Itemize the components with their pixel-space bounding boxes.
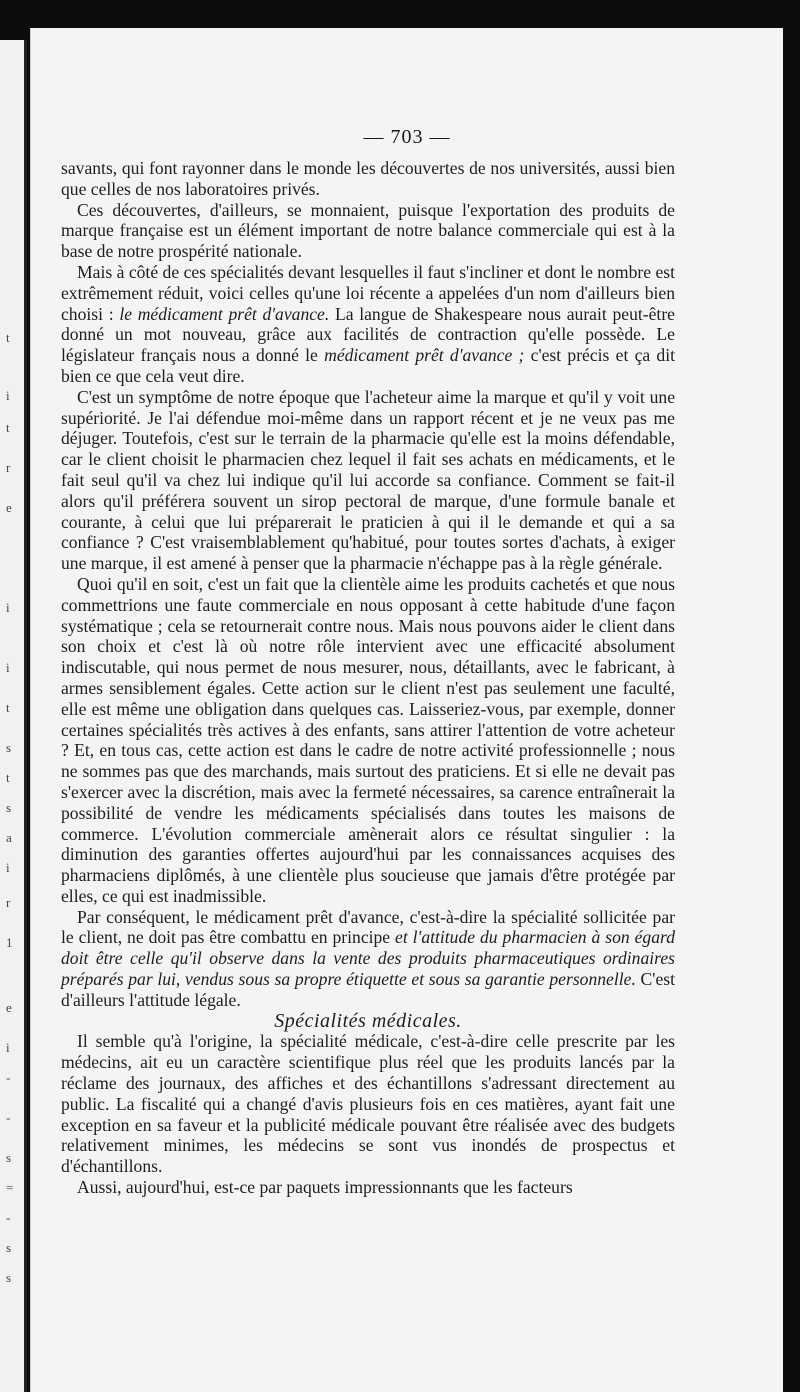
facing-page-char: - xyxy=(6,1070,11,1085)
text-run: Mais à côté de ces spécialités devant lesquelles il faut s'incliner et dont le nombre est extrêmement réduit, voici celles qu'une loi récente a appelées d'un nom d'ailleurs bien choisi : xyxy=(61,261,675,324)
facing-page-char: t xyxy=(6,330,10,345)
facing-page-char: - xyxy=(6,1210,11,1225)
facing-page-char: r xyxy=(6,460,11,475)
paragraph xyxy=(61,907,675,1011)
facing-page-char: - xyxy=(6,1110,11,1125)
text-run: Quoi qu'il en soit, c'est un fait que la clientèle aime les produits cachetés et que nous commettrions une faute commerciale en nous opposant à cette habitude d'une façon systématique ; cela se retournerait contre nous. Mais nous pouvons aider le client dans son choix et c'est là où notre rôle intervient avec une efficacité absolument indiscutable, qui nous permet de nous mesurer, nous, détaillants, avec le fabricant, à armes sensiblement égales. Cette action sur le client n'est pas seulement une faculté, elle est même une obligation dans quelques cas. Laisseriez-vous, par exemple, donner certaines spécialités très actives à des enfants, sans attirer l'attention de votre acheteur ? Et, en tous cas, cette action est dans le cadre de notre activité professionnelle ; nous ne sommes pas que des marchands, mais surtout des praticiens. Et si elle ne devait pas s'exercer avec la discrétion, mais avec la fermeté nécessaires, sa carence entraînerait la possibilité de vendre les médicaments spécialisés dans toutes les maisons de commerce. L'évolution commerciale amènerait alors ce résultat singulier : la diminution des garanties offertes aujourd'hui par les connaissances acquises des pharmaciens diplômés, à une clientèle plus soucieuse que jamais d'être protégée par elles, ce qui est inadmissible. xyxy=(61,573,675,906)
facing-page-char: s xyxy=(6,800,12,815)
text-run: c'est précis et ça dit bien ce que cela veut dire. xyxy=(61,345,675,386)
italic-text: médicament prêt d'avance ; xyxy=(324,345,525,366)
facing-page-char: s xyxy=(6,1150,12,1165)
paragraph xyxy=(61,574,675,907)
facing-page-char: s xyxy=(6,740,12,755)
document-page xyxy=(30,28,783,1392)
text-run: Par conséquent, le médicament prêt d'avance, c'est-à-dire la spécialité sollicitée par le client, ne doit pas être combattu en principe xyxy=(61,906,675,948)
paragraph xyxy=(61,158,675,200)
paragraph xyxy=(61,387,675,574)
text-run: Aussi, aujourd'hui, est-ce par paquets impressionnants que les facteurs xyxy=(77,1177,573,1198)
page-number: — 703 — xyxy=(363,126,451,148)
facing-page-char: s xyxy=(6,1270,12,1285)
facing-page-char: i xyxy=(6,600,10,615)
facing-page-char: t xyxy=(6,770,10,785)
facing-page-char: 1 xyxy=(6,935,13,950)
facing-page-char: a xyxy=(6,830,12,845)
paragraph xyxy=(61,1177,675,1198)
text-run: Ces découvertes, d'ailleurs, se monnaient, puisque l'exportation des produits de marque française est un élément important de notre balance commerciale qui est à la base de notre prospérité nationale. xyxy=(61,199,675,262)
facing-page-char: i xyxy=(6,860,10,875)
facing-page-char: r xyxy=(6,895,11,910)
facing-page-char: i xyxy=(6,388,10,403)
facing-page-edge xyxy=(0,40,27,1392)
paragraph xyxy=(61,200,675,262)
italic-text: le médicament prêt d'avance. xyxy=(119,303,330,324)
text-run: savants, qui font rayonner dans le monde les découvertes de nos universités, aussi bien que celles de nos laboratoires privés. xyxy=(61,158,675,199)
text-run: C'est un symptôme de notre époque que l'acheteur aime la marque et qu'il y voit une supériorité. Je l'ai défendue moi-même dans un rapport récent et je ne veux pas me déjuger. Toutefois, c'est sur le terrain de la pharmacie qu'elle est la moins défendable, car le client choisit le pharmacien chez lequel il fait ses achats en médicaments, et le fait seul qu'il va chez lui indique qu'il lui accorde sa confiance. Comment se fait-il alors qu'il préférera souvent un sirop pectoral de marque, d'une formule banale et courante, à celui que lui préparerait le praticien à qui il le demande et qui a sa confiance ? C'est vraisemblablement qu'habitué, pour toutes sortes d'achats, à exiger une marque, il est amené à penser que la pharmacie n'échappe pas à la règle générale. xyxy=(61,386,675,574)
text-run: La langue de Shakespeare nous aurait peut-être donné un mot nouveau, grâce aux facilités de contraction qu'elle possède. Le législateur français nous a donné le xyxy=(61,303,675,366)
facing-page-char: t xyxy=(6,700,10,715)
facing-page-char: s xyxy=(6,1240,12,1255)
italic-text: et l'attitude du pharmacien à son égard doit être celle qu'il observe dans la vente des produits pharmaceutiques ordinaires préparés par lui, vendus sous sa propre étiquette et sous sa garantie personnelle. xyxy=(61,927,675,990)
paragraph xyxy=(61,1031,675,1177)
body-text xyxy=(61,158,675,1198)
facing-page-char: e xyxy=(6,1000,12,1015)
facing-page-char: i xyxy=(6,660,10,675)
facing-page-char: i xyxy=(6,1040,10,1055)
facing-page-char: t xyxy=(6,420,10,435)
text-run: Il semble qu'à l'origine, la spécialité médicale, c'est-à-dire celle prescrite par les médecins, ait eu un caractère scientifique plus réel que les produits lancés par la réclame des journaux, des affiches et des échantillons s'adressant directement au public. La fiscalité qui a changé d'avis plusieurs fois en ces matières, ayant fait une exception en sa faveur et la publicité médicale pouvant être réalisée avec des budgets relativement minimes, les médecins se sont vus inondés de prospectus et d'échantillons. xyxy=(61,1031,675,1177)
text-run: C'est d'ailleurs l'attitude légale. xyxy=(61,969,675,1010)
section-heading: Spécialités médicales. xyxy=(274,1009,462,1032)
paragraph xyxy=(61,262,675,387)
facing-page-char: e xyxy=(6,500,12,515)
facing-page-char: = xyxy=(6,1180,14,1195)
